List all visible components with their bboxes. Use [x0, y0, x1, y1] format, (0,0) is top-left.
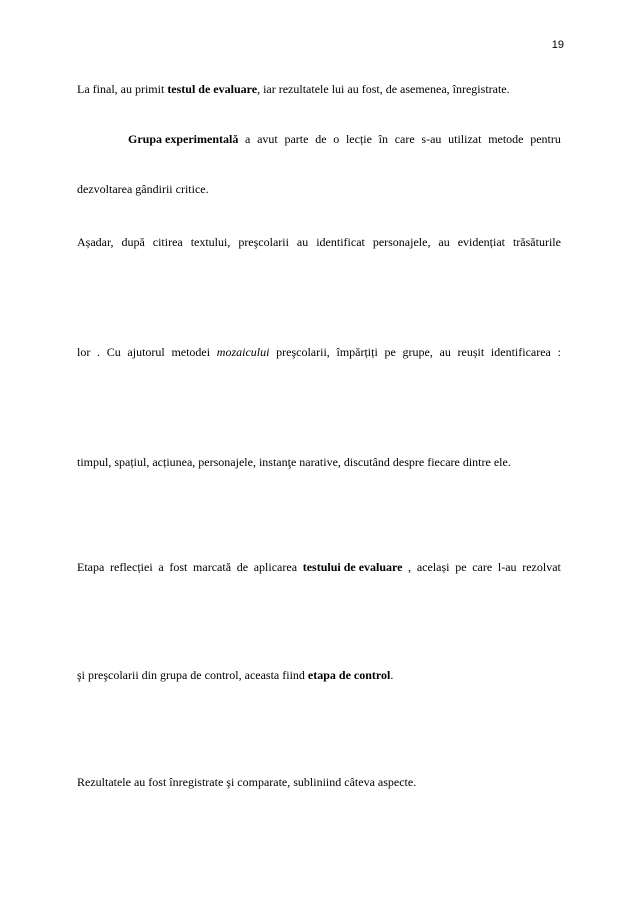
word: preşcolarii [238, 235, 289, 249]
word: reușit [457, 345, 485, 359]
word: identificarea [490, 345, 551, 359]
word: care [394, 132, 415, 146]
word: rezolvat [522, 560, 561, 574]
word: s-au [421, 132, 442, 146]
word: metode [488, 132, 524, 146]
word: a [245, 132, 251, 146]
word: pe [455, 560, 467, 574]
paragraph-line-4 [77, 235, 561, 250]
word: care [472, 560, 493, 574]
word: Așadar, [77, 235, 114, 249]
word: , [408, 560, 412, 574]
word: Cu [106, 345, 121, 359]
word: citirea [152, 235, 183, 249]
word: au [439, 345, 451, 359]
word: aplicarea [253, 560, 298, 574]
text-run: , iar rezultatele lui au fost, de asemenea, înregistrate. [257, 82, 510, 96]
text-run: dezvoltarea gândirii critice. [77, 182, 209, 196]
page-number: 19 [551, 39, 564, 51]
paragraph-line-2 [128, 132, 561, 147]
word: lor [77, 345, 91, 359]
text-run: . [390, 668, 394, 682]
word: utilizat [448, 132, 482, 146]
word: avut [257, 132, 278, 146]
word: de [236, 560, 249, 574]
paragraph-line-3 [77, 182, 561, 197]
word: preşcolarii, [276, 345, 330, 359]
bold-term-testului-de-evaluare: testului de evaluare [302, 560, 403, 574]
word: evidențiat [457, 235, 506, 249]
word: același [416, 560, 450, 574]
paragraph-line-5 [77, 345, 561, 360]
text-run: şi preşcolarii din grupa de control, aceasta fiind [77, 668, 308, 682]
word: grupe, [402, 345, 433, 359]
word: personajele, [372, 235, 431, 249]
word: trăsăturile [512, 235, 561, 249]
word: pentru [530, 132, 561, 146]
word: de [315, 132, 327, 146]
word: fost [169, 560, 188, 574]
word: reflecției [110, 560, 153, 574]
word: Etapa [77, 560, 105, 574]
paragraph-line-9 [77, 775, 561, 790]
bold-term-grupa-experimentala: Grupa experimentală [128, 132, 239, 146]
word: ajutorul [127, 345, 165, 359]
text-run: La final, au primit [77, 82, 168, 96]
word: metodei [171, 345, 211, 359]
word: lecție [345, 132, 372, 146]
word: marcată [193, 560, 232, 574]
text-run: Rezultatele au fost înregistrate şi comparate, subliniind câteva aspecte. [77, 775, 417, 789]
word: a [158, 560, 164, 574]
word: au [438, 235, 450, 249]
word: pe [384, 345, 396, 359]
word: . [97, 345, 101, 359]
bold-term-test-evaluare: testul de evaluare [167, 82, 258, 96]
word: identificat [316, 235, 365, 249]
paragraph-line-8 [77, 668, 561, 683]
word: parte [284, 132, 309, 146]
word: textului, [190, 235, 231, 249]
word: o [333, 132, 340, 146]
italic-term-mozaicului: mozaicului [216, 345, 270, 359]
word: : [557, 345, 561, 359]
word: l-au [497, 560, 517, 574]
text-run: timpul, spațiul, acțiunea, personajele, instanţe narative, discutând despre fiecare dintre ele. [77, 455, 511, 469]
word: în [378, 132, 388, 146]
paragraph-line-1 [77, 82, 561, 97]
paragraph-line-6 [77, 455, 561, 470]
word: împărțiți [336, 345, 378, 359]
word: au [296, 235, 309, 249]
word: după [121, 235, 145, 249]
bold-term-etapa-control: etapa de control [307, 668, 391, 682]
paragraph-line-7 [77, 560, 561, 575]
